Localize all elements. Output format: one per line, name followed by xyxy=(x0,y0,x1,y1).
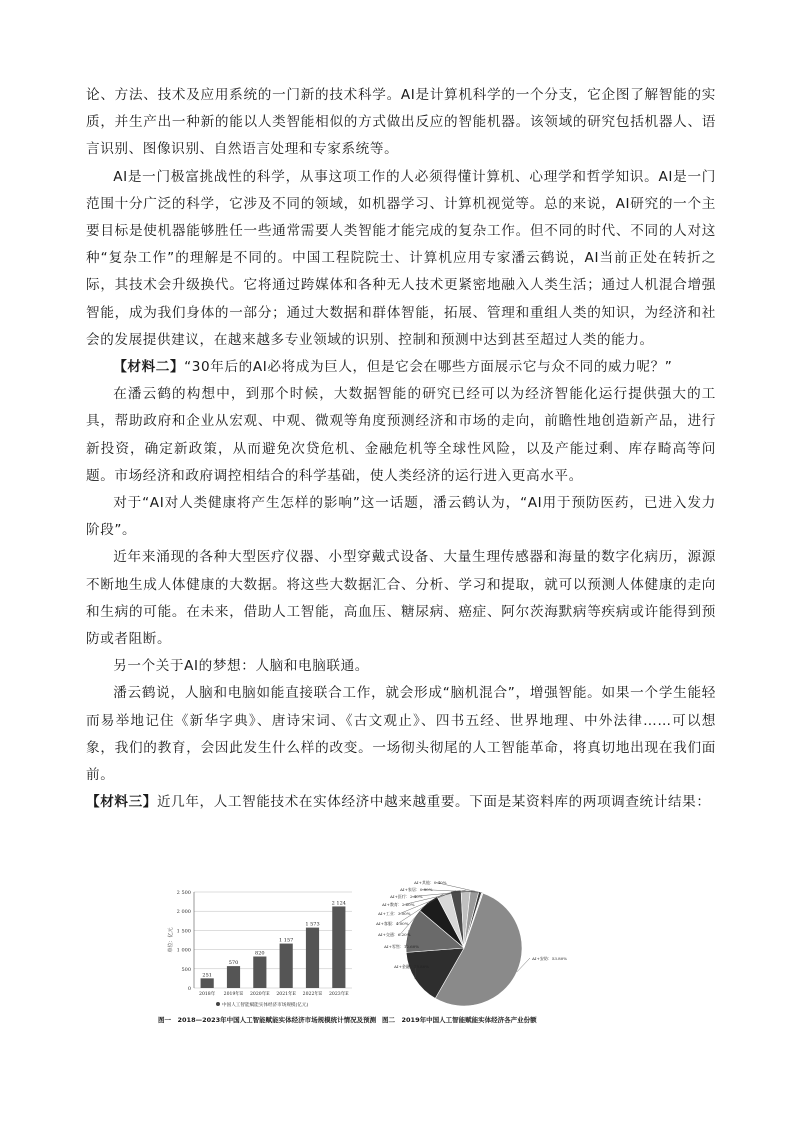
bar xyxy=(280,944,293,988)
bar xyxy=(253,957,266,988)
paragraph xyxy=(86,381,716,490)
slice-label: AI+家居：0.80% xyxy=(400,887,433,892)
legend-label: 中国人工智能赋能实体经济市场规模(亿元) xyxy=(222,1003,309,1008)
material-label: 【材料二】 xyxy=(113,359,185,376)
material-label: 【材料三】 xyxy=(86,794,157,811)
paragraph-text: 近几年，人工智能技术在实体经济中越来越重要。下面是某资料库的两项调查统计结果： xyxy=(156,794,711,811)
bar xyxy=(227,966,240,988)
bar-value-label: 2 124 xyxy=(331,900,346,907)
bar-value-label: 820 xyxy=(255,950,265,957)
bar-value-label: 1 157 xyxy=(279,937,294,944)
paragraph xyxy=(86,354,716,381)
x-tick-label: 2023年E xyxy=(329,992,349,997)
x-tick-label: 2018年 xyxy=(199,992,216,997)
paragraph xyxy=(86,789,716,816)
bar-value-label: 251 xyxy=(202,972,212,979)
bar xyxy=(201,978,214,988)
bar xyxy=(332,906,345,988)
slice-label: AI+安防：53.80% xyxy=(532,956,568,961)
x-tick-label: 2019年E xyxy=(223,992,244,997)
paragraph xyxy=(86,680,716,789)
paragraph-text: 另一个关于AI的梦想：人脑和电脑联通。 xyxy=(113,658,369,675)
slice-label: AI+客服：4.00% xyxy=(376,921,409,926)
paragraph xyxy=(86,164,716,354)
paragraph-text: 潘云鹤说，人脑和电脑如能直接联合工作，就会形成“脑机混合”，增强智能。如果一个学生能轻而易举地记住《新华字典》、唐诗宋词、《古文观止》、四书五经、世界地理、中外法律……可以想象，我们的教育，会因此发生什么样的改变。一场彻头彻尾的人工智能革命，将真切地出现在我们面前。 xyxy=(86,685,716,784)
slice-label: AI+医疗：2.40% xyxy=(390,894,423,899)
bar-value-label: 1 573 xyxy=(305,921,320,928)
bar-chart-svg xyxy=(160,884,360,1014)
slice-label: AI+金融：15.80% xyxy=(394,964,430,969)
paragraph xyxy=(86,490,716,544)
y-tick-label: 2 500 xyxy=(176,890,191,896)
x-tick-label: 2022年E xyxy=(302,992,323,997)
pie-chart xyxy=(364,878,594,1010)
y-axis-label: 单位：亿元 xyxy=(168,927,174,953)
paragraph-text: AI是一门极富挑战性的科学，从事这项工作的人必须得懂计算机、心理学和哲学知识。AI是一门范围十分广泛的科学，它涉及不同的领域，如机器学习、计算机视觉等。总的来说，AI研究的一个主要目标是使机器能够胜任一些通常需要人类智能才能完成的复杂工作。但不同的时代、不同的人对这种“复杂工作”的理解是不同的。中国工程院院士、计算机应用专家潘云鹤说，AI当前正处在转折之际，其技术会升级换代。它将通过跨媒体和各种无人技术更紧密地融入人类生活；通过人机混合增强智能，成为我们身体的一部分；通过大数据和群体智能，拓展、管理和重组人类的知识，为经济和社会的发展提供建议，在越来越多专业领域的识别、控制和预测中达到甚至超过人类的能力。 xyxy=(86,168,716,348)
x-tick-label: 2021年E xyxy=(276,992,296,997)
slice-label: AI+零售：12.60% xyxy=(384,944,420,949)
slice-label: AI+其他：0.40% xyxy=(414,880,447,885)
bar xyxy=(306,928,319,988)
paragraph-text: “30年后的AI必将成为巨人，但是它会在哪些方面展示它与众不同的威力呢？” xyxy=(184,359,673,376)
paragraph xyxy=(86,544,716,653)
paragraph xyxy=(86,653,716,680)
slice-label: AI+工业：3.00% xyxy=(378,911,411,916)
paragraph-text: 对于“AI对人类健康将产生怎样的影响”这一话题，潘云鹤认为，“AI用于预防医药，已进入发力阶段”。 xyxy=(86,495,716,539)
bar-chart xyxy=(160,884,360,1014)
x-tick-label: 2020年E xyxy=(250,992,270,997)
legend-marker xyxy=(216,1002,220,1006)
bar-chart-caption: 图一 2018—2023年中国人工智能赋能实体经济市场规模统计情况及预测 xyxy=(158,1016,377,1024)
pie-chart-svg xyxy=(364,878,594,1010)
article-text xyxy=(86,82,716,816)
pie-chart-caption: 图二 2019年中国人工智能赋能实体经济各产业份额 xyxy=(382,1016,537,1024)
paragraph xyxy=(86,82,716,164)
paragraph-text: 近年来涌现的各种大型医疗仪器、小型穿戴式设备、大量生理传感器和海量的数字化病历，源源不断地生成人体健康的大数据。将这些大数据汇合、分析、学习和提取，就可以预测人体健康的走向和生病的可能。在未来，借助人工智能，高血压、糖尿病、癌症、阿尔茨海默病等疾病或许能得到预防或者阻断。 xyxy=(86,549,716,648)
paragraph-text: 论、方法、技术及应用系统的一门新的技术科学。AI是计算机科学的一个分支，它企图了解智能的实质，并生产出一种新的能以人类智能相似的方式做出反应的智能机器。该领域的研究包括机器人、语言识别、图像识别、自然语言处理和专家系统等。 xyxy=(86,87,716,158)
y-tick-label: 0 xyxy=(187,986,191,992)
y-tick-label: 1 000 xyxy=(176,947,191,954)
paragraph-text: 在潘云鹤的构想中，到那个时候，大数据智能的研究已经可以为经济智能化运行提供强大的工具，帮助政府和企业从宏观、中观、微观等角度预测经济和市场的走向，前瞻性地创造新产品，进行新投资，确定新政策，从而避免次贷危机、金融危机等全球性风险，以及产能过剩、库存畸高等问题。市场经济和政府调控相结合的科学基础，使人类经济的运行进入更高水平。 xyxy=(86,386,716,484)
y-tick-label: 500 xyxy=(181,966,191,973)
bar-value-label: 570 xyxy=(228,960,239,967)
slice-label: AI+交通：6.20% xyxy=(378,932,411,937)
y-tick-label: 1 500 xyxy=(176,928,191,935)
y-tick-label: 2 000 xyxy=(176,909,191,916)
slice-label: AI+教育：2.60% xyxy=(382,902,415,907)
